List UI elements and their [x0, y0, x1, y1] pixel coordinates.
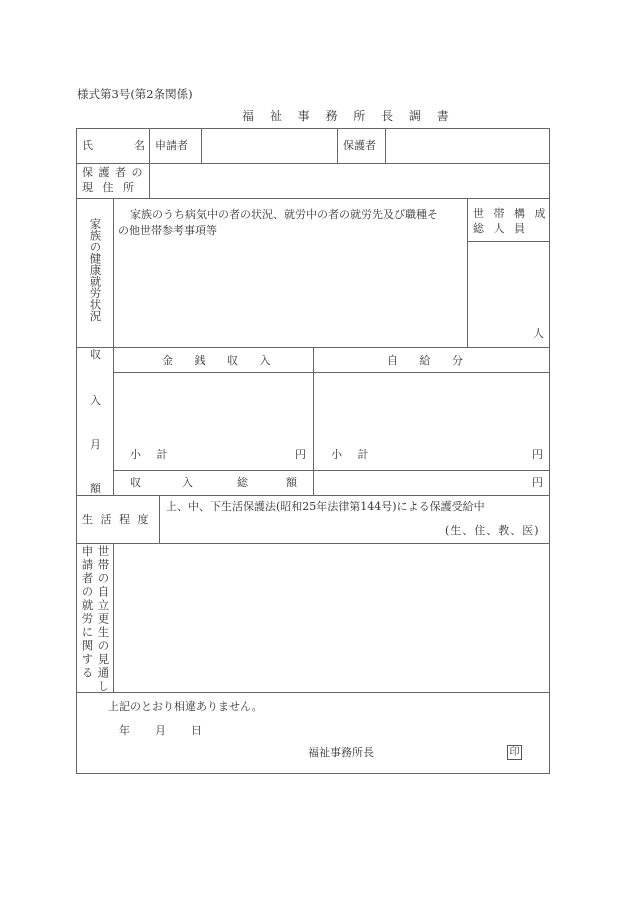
applicant-label: 申請者 [155, 139, 188, 152]
guardian-address-field[interactable] [150, 164, 549, 198]
col-divider [337, 128, 338, 163]
address-label-line2: 現 住 所 [82, 181, 137, 194]
row-divider [76, 692, 550, 693]
form-number: 様式第3号(第2条関係) [77, 87, 193, 101]
cash-subtotal-field[interactable] [170, 445, 290, 465]
household-count-field[interactable] [468, 242, 549, 322]
self-subtotal-label: 小 計 [331, 448, 375, 461]
living-level-label: 生 活 程 度 [82, 513, 151, 526]
income-label-char: 入 [90, 394, 101, 407]
address-label-line1: 保 護 者 の [82, 166, 144, 179]
total-label-char: 入 [182, 476, 193, 489]
table-border-right [549, 128, 550, 774]
applicant-name-field[interactable] [202, 129, 337, 163]
col-divider [159, 495, 160, 543]
assistance-types[interactable]: (生、住、教、医) [445, 524, 540, 537]
income-label-char: 月 [90, 438, 101, 451]
cash-subtotal-label: 小 計 [130, 448, 174, 461]
date-year[interactable]: 年 [119, 724, 130, 737]
outlook-label-col2: 世帯の自立更生の見通し [96, 545, 111, 694]
total-label-char: 総 [237, 476, 248, 489]
household-label-line2: 総 人 員 [473, 222, 528, 235]
guardian-label: 保護者 [343, 139, 376, 152]
family-description-line2: の他世帯参考事項等 [118, 224, 217, 237]
table-border-left [76, 128, 77, 774]
cash-subtotal-yen: 円 [295, 448, 306, 461]
cash-income-header: 金 銭 収 入 [162, 354, 280, 367]
family-status-label: 家族の健康就労状況 [88, 218, 103, 322]
seal-stamp-icon[interactable]: 印 [507, 745, 522, 760]
family-status-field[interactable] [114, 240, 467, 347]
family-description-line1: 家族のうち病気中の者の状況、就労中の者の就労先及び職種そ [130, 208, 438, 221]
self-subtotal-yen: 円 [532, 448, 543, 461]
cash-income-details-field[interactable] [114, 373, 313, 443]
outlook-field[interactable] [114, 544, 549, 692]
table-border-bottom [76, 773, 550, 774]
income-label-char: 収 [90, 348, 101, 361]
guardian-name-field[interactable] [386, 129, 549, 163]
name-label-second: 名 [134, 139, 145, 152]
income-label-char: 額 [90, 482, 101, 495]
total-income-field[interactable] [314, 471, 524, 495]
total-label-char: 収 [130, 476, 141, 489]
household-label-line1: 世 帯 構 成 [473, 207, 549, 220]
total-yen: 円 [532, 476, 543, 489]
signer-title: 福祉事務所長 [308, 746, 374, 759]
name-label-first: 氏 [82, 139, 93, 152]
living-level-text[interactable]: 上、中、下生活保護法(昭和25年法律第144号)による保護受給中 [166, 500, 485, 513]
outlook-label-col1: 申請者の就労に関する [80, 545, 95, 680]
certification-statement: 上記のとおり相違ありません。 [108, 700, 263, 713]
date-day[interactable]: 日 [191, 724, 202, 737]
total-label-char: 額 [286, 476, 297, 489]
self-supply-details-field[interactable] [314, 373, 549, 443]
date-month[interactable]: 月 [155, 724, 166, 737]
self-subtotal-field[interactable] [370, 445, 525, 465]
household-unit: 人 [533, 327, 544, 340]
self-supply-header: 自 給 分 [387, 354, 472, 367]
document-title: 福 祉 事 務 所 長 調 書 [242, 109, 455, 123]
row-divider [76, 495, 550, 496]
row-divider [76, 198, 550, 199]
